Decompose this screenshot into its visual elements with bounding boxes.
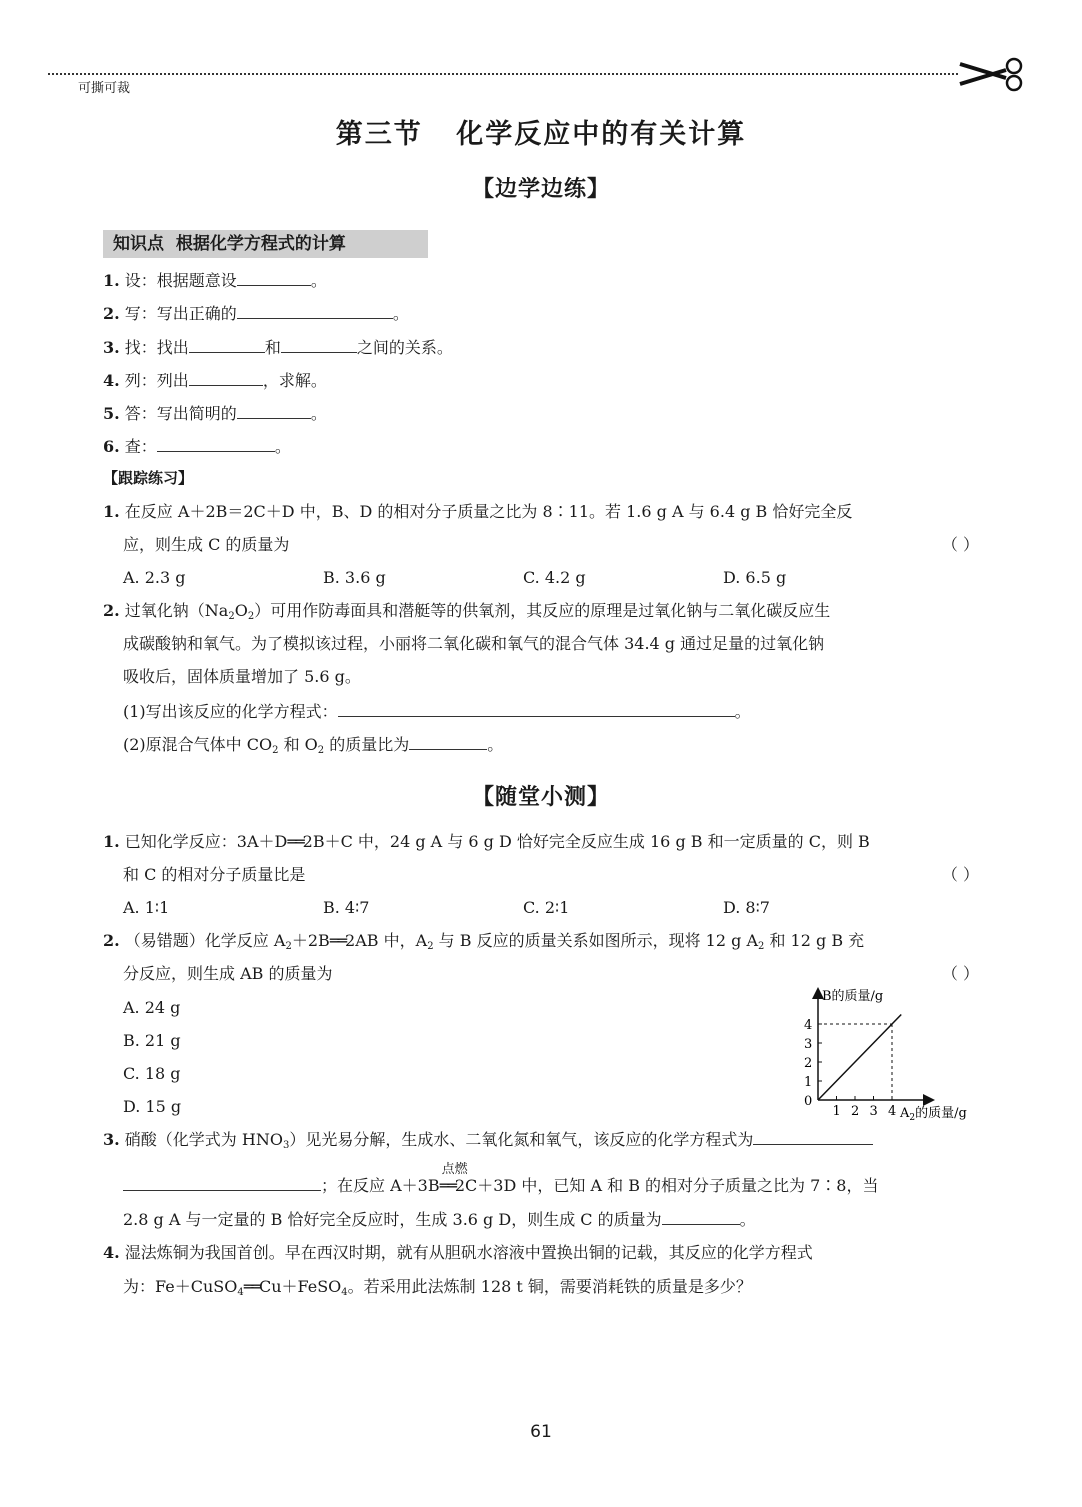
practice-q2-line1: 2. 过氧化钠$(Na_2O_2)$可用作防毒面具和潜艇等的供氧剂，其反应的原理是过氧化钠与二氧化碳反应生 — [103, 601, 831, 622]
step-4: 4. 列：列出 ，求解。 — [103, 371, 327, 390]
answer-blank[interactable] — [237, 269, 311, 286]
step-1: 1. 设：根据题意设 。 — [103, 271, 327, 290]
practice-q1-line2: 应，则生成 C 的质量为 — [123, 535, 290, 554]
y-tick-label: 1 — [804, 1075, 813, 1090]
x-tick-label: 3 — [869, 1104, 878, 1119]
y-axis-label: B的质量/g — [822, 989, 884, 1004]
x-tick-label: 4 — [888, 1104, 897, 1119]
answer-paren[interactable]: （ ） — [941, 535, 979, 554]
quiz-q3-line1: 3. 硝酸（化学式为 $HNO_3$）见光易分解，生成水、二氧化氮和氧气，该反应的化学方程式为 — [103, 1128, 873, 1158]
step-3: 3. 找：找出 和 之间的关系。 — [103, 338, 453, 357]
option-b[interactable]: B. 4∶7 — [323, 898, 370, 917]
option-c[interactable]: C. 2∶1 — [523, 898, 570, 917]
answer-blank[interactable] — [189, 369, 263, 386]
section-heading-practice: 【边学边练】 — [471, 177, 610, 202]
origin-label: 0 — [804, 1094, 813, 1109]
step-2: 2. 写：写出正确的 。 — [103, 304, 409, 323]
practice-q2-line2: 成碳酸钠和氧气。为了模拟该过程，小丽将二氧化碳和氧气的混合气体 34.4 g 通过足量的过氧化钠 — [123, 634, 825, 653]
option-d[interactable]: D. 6.5 g — [723, 568, 787, 587]
option-a[interactable]: A. 1∶1 — [123, 898, 170, 917]
knowledge-point-bar: 知识点 根据化学方程式的计算 — [103, 230, 428, 258]
equals-sign: ══ — [243, 1277, 259, 1296]
quiz-q1-line2: 和 C 的相对分子质量比是 — [123, 865, 306, 884]
option-d[interactable]: D. 8∶7 — [723, 898, 770, 917]
answer-blank[interactable] — [662, 1208, 740, 1225]
option-b[interactable]: B. 21 g — [123, 1031, 181, 1050]
scissors-icon — [958, 56, 1028, 92]
reaction-condition: 点燃 ══ — [439, 1162, 468, 1195]
y-tick-label: 4 — [804, 1018, 813, 1033]
answer-blank[interactable] — [189, 336, 265, 353]
cut-line — [48, 73, 958, 75]
quiz-q4-line1: 4. 湿法炼铜为我国首创。早在西汉时期，就有从胆矾水溶液中置换出铜的记载，其反应的化学方程式 — [103, 1243, 813, 1262]
option-d[interactable]: D. 15 g — [123, 1097, 182, 1116]
page-title: 第三节 化学反应中的有关计算 — [335, 119, 747, 150]
answer-blank[interactable] — [753, 1128, 873, 1145]
answer-blank[interactable] — [237, 402, 311, 419]
tear-label: 可撕可裁 — [78, 81, 131, 96]
y-tick-label: 2 — [804, 1056, 813, 1071]
answer-blank[interactable] — [281, 336, 357, 353]
quiz-q3-line3: 2.8 g A 与一定量的 B 恰好完全反应时，生成 3.6 g D，则生成 C 的质量为 。 — [123, 1210, 756, 1229]
equals-sign: ══ — [287, 832, 303, 851]
x-tick-label: 1 — [832, 1104, 841, 1119]
option-b[interactable]: B. 3.6 g — [323, 568, 386, 587]
step-6: 6. 查： 。 — [103, 437, 291, 456]
quiz-q2-line1: 2. （易错题）化学反应 $A_2+2B══2AB$ 中，$A_2$ 与 B 反应的质量关系如图所示，现将 12 g $A_2$ 和 12 g B 充 — [103, 931, 865, 952]
quiz-q4-line2: 为：Fe＋CuSO$_4$══Cu＋FeSO$_4$。若采用此法炼制 128 t 铜，需要消耗铁的质量是多少？ — [123, 1277, 752, 1298]
practice-q2-sub2: (2)原混合气体中 $CO_2$ 和 $O_2$ 的质量比为 。 — [123, 735, 504, 756]
section-heading-quiz: 【随堂小测】 — [471, 785, 610, 810]
mass-relation-chart — [800, 985, 990, 1125]
practice-q1-line1: 1. 在反应 A＋2B＝2C＋D 中，B、D 的相对分子质量之比为 8∶11。若 1.6 g A 与 6.4 g B 恰好完全反 — [103, 502, 853, 521]
option-a[interactable]: A. 2.3 g — [123, 568, 186, 587]
answer-blank[interactable] — [338, 700, 735, 717]
tracker-heading: 【跟踪练习】 — [103, 469, 194, 487]
answer-paren[interactable]: （ ） — [941, 865, 979, 884]
option-c[interactable]: C. 18 g — [123, 1064, 181, 1083]
answer-blank[interactable] — [409, 733, 487, 750]
option-a[interactable]: A. 24 g — [123, 998, 181, 1017]
quiz-q2-line2: 分反应，则生成 AB 的质量为 — [123, 964, 333, 983]
x-tick-label: 2 — [851, 1104, 860, 1119]
series-line — [818, 1015, 901, 1101]
practice-q2-line3: 吸收后，固体质量增加了 5.6 g。 — [123, 667, 361, 686]
quiz-q3-line2: ；在反应 A＋3B 点燃 ══2C＋3D 中，已知 A 和 B 的相对分子质量之比为 7∶8，当 — [123, 1174, 878, 1198]
option-c[interactable]: C. 4.2 g — [523, 568, 586, 587]
x-axis-label: $A_2$的质量/g — [900, 1106, 967, 1123]
practice-q2-sub1: (1)写出该反应的化学方程式： 。 — [123, 702, 751, 721]
y-tick-label: 3 — [804, 1037, 813, 1052]
answer-blank[interactable] — [123, 1174, 321, 1191]
answer-paren[interactable]: （ ） — [941, 964, 979, 983]
equals-sign: ══ — [329, 931, 346, 950]
quiz-q1-line1: 1. 已知化学反应：3A＋D══2B＋C 中，24 g A 与 6 g D 恰好完全反应生成 16 g B 和一定质量的 C，则 B — [103, 830, 870, 854]
page-number: 61 — [530, 1422, 552, 1442]
step-5: 5. 答：写出简明的 。 — [103, 404, 327, 423]
answer-blank[interactable] — [237, 302, 393, 319]
answer-blank[interactable] — [157, 435, 275, 452]
